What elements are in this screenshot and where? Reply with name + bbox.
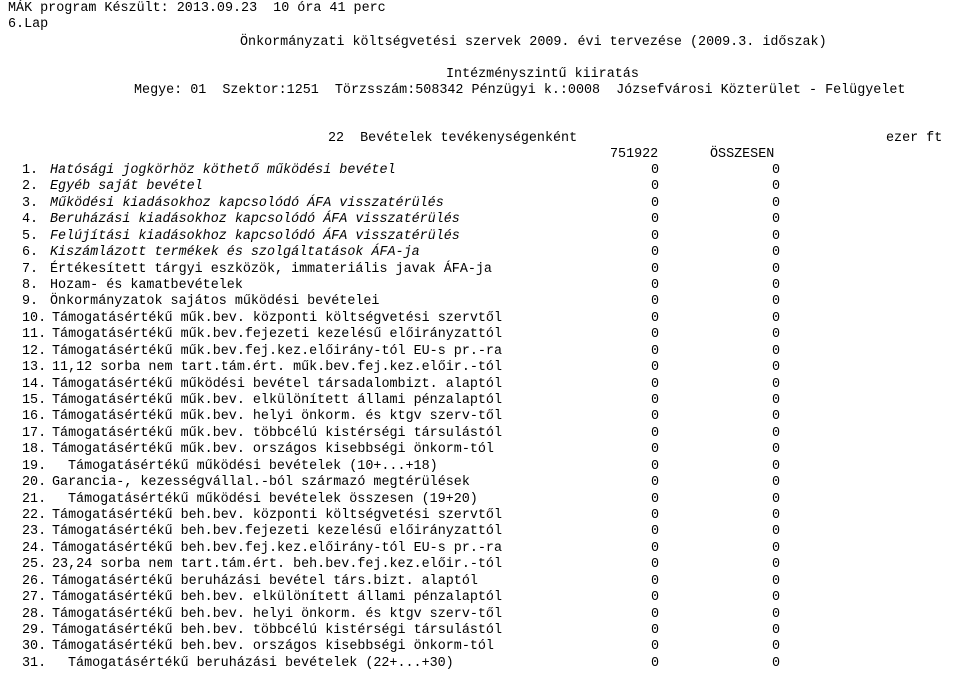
- row-label: Egyéb saját bevétel: [50, 179, 203, 195]
- value-code-column: 0: [651, 343, 660, 359]
- value-total-column: 0: [772, 393, 781, 409]
- row-number: 5.: [22, 228, 39, 244]
- table-row: [0, 624, 960, 640]
- table-row: [0, 575, 960, 591]
- row-number: 22.: [22, 508, 47, 524]
- value-code-column: 0: [651, 623, 660, 639]
- value-code-column: 0: [651, 655, 660, 671]
- value-code-column: 0: [651, 475, 660, 491]
- row-label: Támogatásértékű beh.bev. országos kisebbségi önkorm-tól: [52, 639, 494, 655]
- row-number: 1.: [22, 163, 39, 178]
- value-total-column: 0: [772, 261, 781, 277]
- row-number: 12.: [22, 343, 47, 359]
- row-number: 9.: [22, 294, 39, 310]
- value-code-column: 0: [651, 228, 660, 244]
- row-number: 3.: [22, 195, 39, 211]
- row-number: 8.: [22, 278, 39, 293]
- table-row: [0, 361, 960, 377]
- value-code-column: 0: [651, 212, 660, 228]
- value-total-column: 0: [772, 212, 781, 228]
- value-total-column: 0: [772, 590, 781, 606]
- table-row: [0, 246, 960, 262]
- table-row: [0, 476, 960, 492]
- row-label: Támogatásértékű beh.bev. többcélú kistérségi társulástól: [52, 623, 502, 639]
- value-total-column: 0: [772, 294, 781, 310]
- row-number: 18.: [22, 442, 47, 458]
- page-number: 6.Lap: [8, 17, 49, 32]
- row-number: 20.: [22, 475, 47, 491]
- value-code-column: 0: [651, 458, 660, 474]
- table-row: [0, 493, 960, 509]
- row-number: 27.: [22, 590, 47, 606]
- row-number: 4.: [22, 212, 39, 228]
- value-total-column: 0: [772, 639, 781, 655]
- row-label: Támogatásértékű beh.bev. helyi önkorm. és ktgv szerv-től: [52, 606, 502, 622]
- value-total-column: 0: [772, 179, 781, 195]
- table-row: [0, 542, 960, 558]
- table-row: [0, 180, 960, 196]
- section-title: 22 Bevételek tevékenységenként: [328, 131, 578, 146]
- row-label: Támogatásértékű működési bevétel társadalombizt. alaptól: [52, 376, 502, 392]
- row-number: 26.: [22, 573, 47, 589]
- row-number: 25.: [22, 557, 47, 573]
- value-code-column: 0: [651, 278, 660, 293]
- row-label: Támogatásértékű műk.bev. helyi önkorm. és ktgv szerv-től: [52, 409, 502, 425]
- column-total: ÖSSZESEN: [710, 147, 775, 162]
- value-code-column: 0: [651, 540, 660, 556]
- row-number: 24.: [22, 540, 47, 556]
- value-total-column: 0: [772, 573, 781, 589]
- row-number: 23.: [22, 524, 47, 540]
- row-number: 30.: [22, 639, 47, 655]
- row-number: 6.: [22, 245, 39, 261]
- row-number: 2.: [22, 179, 39, 195]
- value-total-column: 0: [772, 491, 781, 507]
- table-row: [0, 640, 960, 656]
- row-label: Beruházási kiadásokhoz kapcsolódó ÁFA visszatérülés: [50, 212, 460, 228]
- row-number: 29.: [22, 623, 47, 639]
- report-title: Önkormányzati költségvetési szervek 2009. évi tervezése (2009.3. időszak): [240, 35, 827, 50]
- value-total-column: 0: [772, 606, 781, 622]
- value-code-column: 0: [651, 557, 660, 573]
- table-row: [0, 427, 960, 443]
- row-label: Támogatásértékű műk.bev.fejezeti kezelésű előirányzattól: [52, 327, 502, 343]
- row-number: 15.: [22, 393, 47, 409]
- row-number: 19.: [22, 458, 47, 474]
- row-label: Működési kiadásokhoz kapcsolódó ÁFA visszatérülés: [50, 195, 444, 211]
- row-label: Támogatásértékű műk.bev. központi költségvetési szervtől: [52, 310, 502, 326]
- value-total-column: 0: [772, 508, 781, 524]
- value-code-column: 0: [651, 261, 660, 277]
- row-number: 21.: [22, 491, 47, 507]
- report-info-line: MÁK program Készült: 2013.09.23 10 óra 41 perc: [8, 1, 386, 16]
- table-row: [0, 525, 960, 541]
- row-label: Hatósági jogkörhöz köthető működési bevétel: [50, 163, 396, 178]
- value-code-column: 0: [651, 425, 660, 441]
- row-label: Támogatásértékű beruházási bevétel társ.bizt. alaptól: [52, 573, 478, 589]
- value-code-column: 0: [651, 245, 660, 261]
- row-number: 7.: [22, 261, 39, 277]
- value-total-column: 0: [772, 540, 781, 556]
- table-row: [0, 443, 960, 459]
- row-label: 23,24 sorba nem tart.tám.ért. beh.bev.fej.kez.előir.-tól: [52, 557, 502, 573]
- value-code-column: 0: [651, 590, 660, 606]
- table-row: [0, 657, 960, 673]
- table-row: [0, 312, 960, 328]
- value-total-column: 0: [772, 245, 781, 261]
- value-total-column: 0: [772, 228, 781, 244]
- row-number: 16.: [22, 409, 47, 425]
- table-row: [0, 608, 960, 624]
- row-number: 31.: [22, 655, 47, 671]
- table-row: [0, 328, 960, 344]
- value-code-column: 0: [651, 606, 660, 622]
- value-total-column: 0: [772, 475, 781, 491]
- value-code-column: 0: [651, 508, 660, 524]
- value-code-column: 0: [651, 491, 660, 507]
- row-label: Támogatásértékű műk.bev.fej.kez.előirány-tól EU-s pr.-ra: [52, 343, 502, 359]
- table-row: [0, 213, 960, 229]
- value-code-column: 0: [651, 442, 660, 458]
- value-code-column: 0: [651, 524, 660, 540]
- row-label: Támogatásértékű működési bevételek (10+...+18): [68, 458, 438, 474]
- row-label: Támogatásértékű beh.bev. központi költségvetési szervtől: [52, 508, 502, 524]
- value-code-column: 0: [651, 393, 660, 409]
- row-label: Támogatásértékű beh.bev.fejezeti kezelésű előirányzattól: [52, 524, 502, 540]
- table-row: [0, 558, 960, 574]
- unit-label: ezer ft: [886, 131, 943, 146]
- value-total-column: 0: [772, 327, 781, 343]
- row-number: 28.: [22, 606, 47, 622]
- value-total-column: 0: [772, 524, 781, 540]
- value-total-column: 0: [772, 195, 781, 211]
- row-label: Támogatásértékű műk.bev. elkülönített állami pénzalaptól: [52, 393, 502, 409]
- row-number: 11.: [22, 327, 47, 343]
- row-number: 13.: [22, 360, 47, 376]
- table-row: [0, 197, 960, 213]
- value-code-column: 0: [651, 310, 660, 326]
- row-label: Felújítási kiadásokhoz kapcsolódó ÁFA visszatérülés: [50, 228, 460, 244]
- value-total-column: 0: [772, 442, 781, 458]
- row-label: Támogatásértékű beruházási bevételek (22+...+30): [68, 655, 454, 671]
- value-total-column: 0: [772, 343, 781, 359]
- value-code-column: 0: [651, 573, 660, 589]
- value-code-column: 0: [651, 639, 660, 655]
- row-label: Önkormányzatok sajátos működési bevételei: [50, 294, 380, 310]
- value-total-column: 0: [772, 310, 781, 326]
- table-row: [0, 164, 960, 180]
- value-total-column: 0: [772, 163, 781, 178]
- row-label: Értékesített tárgyi eszközök, immateriális javak ÁFA-ja: [50, 261, 492, 277]
- table-row: [0, 295, 960, 311]
- row-label: Támogatásértékű műk.bev. országos kisebbségi önkorm-tól: [52, 442, 494, 458]
- row-number: 17.: [22, 425, 47, 441]
- value-code-column: 0: [651, 163, 660, 178]
- value-code-column: 0: [651, 195, 660, 211]
- row-number: 10.: [22, 310, 47, 326]
- row-label: Kiszámlázott termékek és szolgáltatások ÁFA-ja: [50, 245, 420, 261]
- value-total-column: 0: [772, 458, 781, 474]
- table-row: [0, 394, 960, 410]
- value-total-column: 0: [772, 655, 781, 671]
- row-label: Támogatásértékű működési bevételek összesen (19+20): [68, 491, 478, 507]
- table-row: [0, 509, 960, 525]
- value-code-column: 0: [651, 327, 660, 343]
- table-row: [0, 460, 960, 476]
- row-label: 11,12 sorba nem tart.tám.ért. műk.bev.fej.kez.előir.-tól: [52, 360, 502, 376]
- report-subtitle: Intézményszintű kiiratás: [446, 67, 639, 82]
- value-total-column: 0: [772, 278, 781, 293]
- table-row: [0, 378, 960, 394]
- value-total-column: 0: [772, 360, 781, 376]
- value-total-column: 0: [772, 376, 781, 392]
- organization-meta: Megye: 01 Szektor:1251 Törzsszám:508342 Pénzügyi k.:0008 Józsefvárosi Közterület - Felügyelet: [134, 83, 906, 98]
- row-number: 14.: [22, 376, 47, 392]
- value-total-column: 0: [772, 425, 781, 441]
- table-row: [0, 230, 960, 246]
- value-code-column: 0: [651, 294, 660, 310]
- value-total-column: 0: [772, 409, 781, 425]
- table-row: [0, 410, 960, 426]
- value-code-column: 0: [651, 360, 660, 376]
- row-label: Támogatásértékű műk.bev. többcélú kistérségi társulástól: [52, 425, 502, 441]
- row-label: Garancia-, kezességvállal.-ból származó megtérülések: [52, 475, 470, 491]
- table-row: [0, 591, 960, 607]
- table-row: [0, 345, 960, 361]
- value-code-column: 0: [651, 179, 660, 195]
- value-total-column: 0: [772, 623, 781, 639]
- table-row: [0, 279, 960, 295]
- value-total-column: 0: [772, 557, 781, 573]
- row-label: Hozam- és kamatbevételek: [50, 278, 243, 293]
- table-row: [0, 263, 960, 279]
- value-code-column: 0: [651, 376, 660, 392]
- row-label: Támogatásértékű beh.bev. elkülönített állami pénzalaptól: [52, 590, 502, 606]
- value-code-column: 0: [651, 409, 660, 425]
- column-code: 751922: [610, 147, 659, 162]
- row-label: Támogatásértékű beh.bev.fej.kez.előirány-tól EU-s pr.-ra: [52, 540, 502, 556]
